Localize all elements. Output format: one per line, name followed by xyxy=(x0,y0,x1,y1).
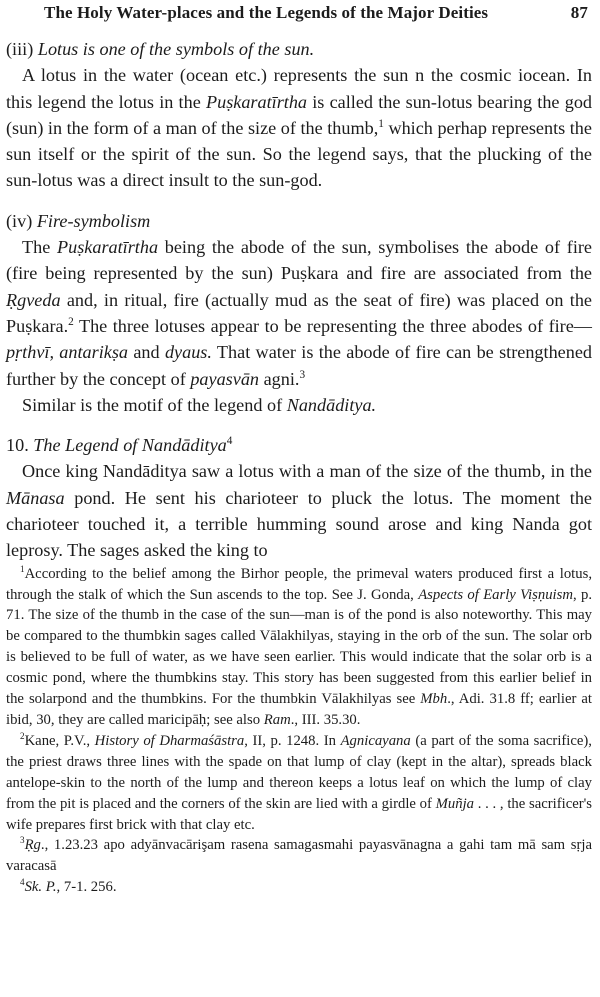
paragraph: Once king Nandāditya saw a lotus with a man of the size of the thumb, in the Mānasa pond. He sent his charioteer to pluck the lotus. The moment the charioteer touched it, a terrible humming sound arose and king Nanda got leprosy. The sages asked the king to xyxy=(6,461,592,561)
footnote-ref: 1 xyxy=(378,117,384,130)
footnote-ref: 2 xyxy=(68,315,74,328)
paragraph: Similar is the motif of the legend of Nandāditya. xyxy=(22,394,377,415)
paragraph: The Puṣkaratīrtha being the abode of the sun, symbolises the abode of fire (fire being represented by the sun) Puṣkara and fire are associated from the Ṛgveda and, in ritual, fire (actually mud as the seat of fire) was placed on the Puṣkara.$^2$ The three lotuses appear to be representing the three abodes of fire—pṛthvī, antarikṣa and dyaus. That water is the abode of fire can be strengthened further by the concept of payasvān agni.$^3$ xyxy=(6,237,593,389)
body-text xyxy=(6,36,592,564)
section-heading-iv: (iv) Fire-symbolism xyxy=(6,210,151,231)
footnote-ref: 4 xyxy=(226,435,233,448)
paragraph: A lotus in the water (ocean etc.) represents the sun n the cosmic iocean. In this legend the lotus in the Puṣkaratīrtha is called the sun-lotus bearing the god (sun) in the form of a man of the size of the thumb,$^1$ which perhap represents the sun itself or the spirit of the sun. So the legend says, that the plucking of the sun-lotus was a direct insult to the sun-god. xyxy=(6,65,593,191)
footnote-4: $^4$Sk. P., 7-1. 256. xyxy=(20,877,117,896)
footnote-2: $^2$Kane, P.V., History of Dharmaśāstra, II, p. 1248. In Agnicayana (a part of the soma sacrifice), the priest draws three lines with the spade on that lump of clay (kept in the altar), spreads black antelope-skin to the north of the lump and thereon keeps a lotus leaf on which the lump of clay from the pit is placed and the corners of the skin are lied with a girdle of Muñja . . . , the sacrificer's wife prepares first brick with that clay etc. xyxy=(6,731,592,833)
page-number: 87 xyxy=(570,3,588,22)
running-head xyxy=(6,2,592,24)
footnote-3: $^3$Ṛg., 1.23.23 apo adyānvacārişam rasena samagasmahi payasvānagna a gahi tam mā sam sṛja varacasā xyxy=(6,835,592,875)
footnote-1: $^1$According to the belief among the Birhor people, the primeval waters produced first a lotus, through the stalk of which the Sun ascends to the top. See J. Gonda, Aspects of Early Viṣṇuism, p. 71. The size of the thumb in the case of the sun—man is of the pond is also noteworthy. This may be compared to the thumbkin sages called Vālakhilyas, staying in the orb of the sun. The solar orb is believed to be full of water, as we have seen earlier. This would indicate that the solar orb is a cosmic pond, where the thumbkins stay. This story has been suggested from this earlier belief in the solarpond and the thumbkins. For the thumbkin Vālakhilyas see Mbh., Adi. 31.8 ff; earlier at ibid, 30, they are called maricipāḥ; see also Ram., III. 35.30. xyxy=(6,563,592,728)
footnote-ref: 3 xyxy=(299,368,306,381)
footnotes xyxy=(6,564,592,899)
section-heading-iii: (iii) Lotus is one of the symbols of the sun. xyxy=(6,39,315,59)
section-heading-10: 10. The Legend of Nandāditya$^4$ xyxy=(6,435,233,456)
running-head-title: The Holy Water-places and the Legends of the Major Deities xyxy=(44,3,489,22)
